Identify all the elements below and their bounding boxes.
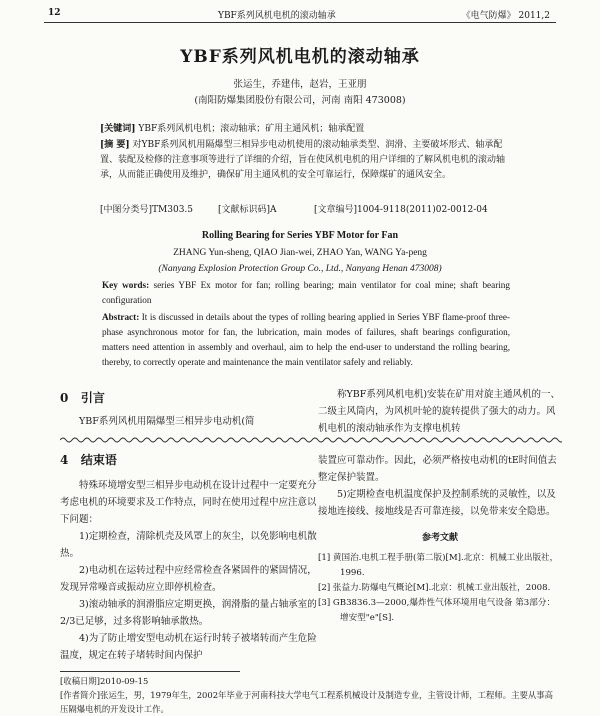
abstract-zh-text: 对YBF系列风机用隔爆型三相异步电动机使用的滚动轴承类型、润滑、主要破坏形式、轴承配置、装配及检修的注意事项等进行了详细的介绍，旨在使风机电机的用户详细的了解风机电机的滚动轴承，从而能正确使用及维护，确保矿用主通风机的安全可靠运行，保障煤矿的通风安全。 — [100, 140, 506, 180]
page-header — [0, 8, 600, 22]
section-conclusion-heading — [60, 452, 320, 469]
abstract-en-text: It is discussed in details about the types of rolling bearing applied in Series YBF flame-proof three-phase asynchronous motor for fan, the lubrication, main modes of failures, shaft bearings configuration, matters need attention in assembly and overhaul, aim to help the end-user to understand the rolling bearing, thereby, to correctly operate and maintenance the main ventilator safely and reliably. — [102, 312, 510, 367]
footnote-rule — [60, 671, 240, 672]
reference-item: [3] GB3836.3—2000,爆炸性气体环境用电气设备 第3部分：增安型"e"[S]. — [318, 598, 556, 623]
author-bio: [作者简介]张运生，男，1979年生，2002年毕业于河南科技大学电气工程系机械设计及制造专业，主管设计师，工程师。主要从事高压隔爆电机的开发设计工作。 — [60, 690, 554, 714]
section-intro — [60, 390, 320, 430]
section-conclusion — [60, 452, 320, 664]
section-intro-number: 0 — [60, 391, 69, 405]
continuation-paragraph: 装置应可靠动作。因此，必须严格按电动机的tE时间值去整定保护装置。 — [318, 455, 557, 483]
footnote — [60, 674, 560, 716]
paper-title-en: Rolling Bearing for Series YBF Motor for Fan — [201, 230, 399, 241]
conclusion-item: 1)定期检查，清除机壳及风罩上的灰尘，以免影响电机散热。 — [60, 531, 317, 559]
keywords-en-label: Key words: — [102, 280, 150, 290]
running-title: YBF系列风机电机的滚动轴承 — [218, 11, 336, 21]
page-number: 12 — [48, 8, 61, 18]
keywords-zh — [100, 122, 510, 137]
received-date: [收稿日期]2010-09-15 — [60, 676, 149, 686]
references-heading: 参考文献 — [421, 533, 458, 543]
affiliation-zh: (南阳防爆集团股份有限公司，河南 南阳 473008) — [194, 95, 406, 106]
section-intro-heading — [60, 390, 320, 407]
conclusion-paragraph: 特殊环境增安型三相异步电动机在设计过程中一定要充分考虑电机的环境要求及工作特点，同时在使用过程中应注意以下问题： — [60, 480, 317, 525]
keywords-zh-text: YBF系列风机电机；滚动轴承；矿用主通风机；轴承配置 — [138, 124, 365, 134]
abstract-zh-label: [摘 要] — [100, 140, 130, 150]
section-conclusion-title: 结束语 — [80, 453, 117, 467]
keywords-en — [102, 278, 510, 308]
article-number: [文章编号]1004-9118(2011)02-0012-04 — [314, 205, 488, 215]
affiliation-en: (Nanyang Explosion Protection Group Co., Ltd., Nanyang Henan 473008) — [158, 264, 442, 274]
abstract-en-label: Abstract: — [102, 312, 140, 322]
reference-item: [1] 黄国治.电机工程手册(第二版)[M].北京：机械工业出版社，1996. — [318, 553, 559, 578]
authors-en: ZHANG Yun-sheng, QIAO Jian-wei, ZHAO Yan, WANG Ya-peng — [173, 248, 427, 258]
right-column-top — [318, 386, 562, 437]
continuation-item: 5)定期检查电机温度保护及控制系统的灵敏性，以及接地连接线、接地线是否可靠连接，以免带来安全隐患。 — [318, 489, 556, 517]
abstract-en — [102, 310, 510, 370]
conclusion-item: 4)为了防止增安型电动机在运行时转子被堵转而产生危险温度，规定在转子堵转时间内保护 — [60, 633, 317, 661]
reference-item: [2] 张益力.防爆电气概论[M].北京：机械工业出版社，2008. — [318, 583, 551, 593]
paper-title-zh: YBF系列风机电机的滚动轴承 — [180, 47, 420, 67]
clc-number: [中图分类号]TM303.5 — [100, 205, 194, 215]
section-intro-text: YBF系列风机用隔爆型三相异步电动机(简 — [79, 416, 255, 427]
omission-separator — [60, 436, 562, 444]
right-column-continuation — [318, 452, 562, 626]
right-column-top-text: 称YBF系列风机电机)安装在矿用对旋主通风机的一、二级主风筒内，为风机叶轮的旋转提供了强大的动力。风机电机的滚动轴承作为支撑电机转 — [318, 389, 561, 434]
section-conclusion-number: 4 — [60, 453, 69, 467]
keywords-en-text: series YBF Ex motor for fan; rolling bearing; main ventilator for coal mine; shaft bearing configuration — [102, 280, 510, 305]
keywords-zh-label: [关键词] — [100, 124, 136, 134]
authors-zh: 张运生，乔建伟，赵岩，王亚朋 — [233, 79, 367, 90]
journal-issue: 《电气防爆》 2011,2 — [461, 11, 550, 21]
abstract-zh — [100, 138, 510, 183]
document-code: [文献标识码]A — [218, 205, 277, 215]
header-rule — [44, 22, 556, 23]
conclusion-item: 2)电动机在运转过程中应经常检查各紧固件的紧固情况，发现异常噪音或振动应立即停机检查。 — [60, 565, 317, 593]
conclusion-item: 3)滚动轴承的润滑脂应定期更换，润滑脂的量占轴承室的2/3已足够，过多将影响轴承散热。 — [60, 599, 317, 627]
section-intro-title: 引言 — [80, 391, 105, 405]
